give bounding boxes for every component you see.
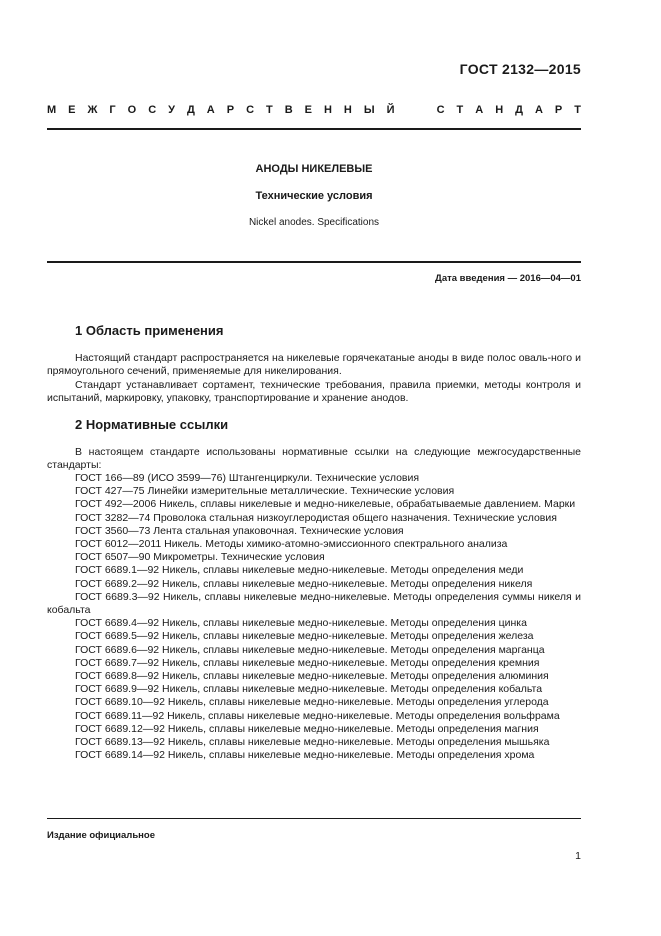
- title-rule: [47, 261, 581, 263]
- interstate-standard-label: [47, 104, 581, 116]
- reference-item: ГОСТ 6689.11—92 Никель, сплавы никелевые медно-никелевые. Методы определения вольфрама: [75, 709, 560, 722]
- reference-item: ГОСТ 6689.12—92 Никель, сплавы никелевые медно-никелевые. Методы определения магния: [75, 722, 539, 735]
- interstate-letter: Т: [456, 104, 464, 116]
- interstate-letter: Ы: [363, 104, 375, 116]
- interstate-letter: О: [127, 104, 137, 116]
- interstate-letter: Ж: [87, 104, 98, 116]
- interstate-letter: Т: [574, 104, 581, 116]
- interstate-letter: С: [148, 104, 157, 116]
- document-title: АНОДЫ НИКЕЛЕВЫЕ: [255, 163, 373, 175]
- interstate-letter: А: [206, 104, 215, 116]
- reference-item: ГОСТ 3282—74 Проволока стальная низкоуглеродистая общего назначения. Технические условия: [75, 511, 557, 524]
- interstate-letter: С: [246, 104, 255, 116]
- reference-item: ГОСТ 6689.2—92 Никель, сплавы никелевые медно-никелевые. Методы определения никеля: [75, 577, 533, 590]
- reference-item: ГОСТ 6689.3—92 Никель, сплавы никелевые медно-никелевые. Методы определения суммы никеля и кобальта: [47, 590, 581, 617]
- normative-references-list: [47, 472, 581, 762]
- gost-code: ГОСТ 2132—2015: [459, 61, 581, 77]
- reference-item: ГОСТ 6012—2011 Никель. Методы химико-атомно-эмиссионного спектрального анализа: [75, 538, 508, 551]
- page-number: 1: [575, 850, 581, 862]
- interstate-letter: В: [284, 104, 293, 116]
- reference-item: ГОСТ 166—89 (ИСО 3599—76) Штангенциркули. Технические условия: [75, 472, 420, 484]
- interstate-letter: [422, 104, 425, 116]
- reference-item: ГОСТ 6689.6—92 Никель, сплавы никелевые медно-никелевые. Методы определения марганца: [75, 643, 545, 656]
- reference-item: ГОСТ 492—2006 Никель, сплавы никелевые и медно-никелевые, обрабатываемые давлением. Марки: [75, 498, 576, 511]
- interstate-letter: [407, 104, 410, 116]
- interstate-letter: Г: [109, 104, 116, 116]
- section-2-intro: В настоящем стандарте использованы нормативные ссылки на следующие межгосударственные стандарты:: [47, 446, 581, 472]
- interstate-letter: Т: [266, 104, 273, 116]
- reference-item: ГОСТ 427—75 Линейки измерительные металлические. Технические условия: [75, 485, 455, 498]
- section-1-heading: 1 Область применения: [75, 323, 224, 338]
- header-rule: [47, 128, 581, 130]
- reference-item: ГОСТ 6689.8—92 Никель, сплавы никелевые медно-никелевые. Методы определения алюминия: [75, 670, 549, 683]
- reference-item: ГОСТ 6689.10—92 Никель, сплавы никелевые медно-никелевые. Методы определения углерода: [75, 696, 549, 709]
- interstate-letter: У: [168, 104, 175, 116]
- reference-item: ГОСТ 6507—90 Микрометры. Технические условия: [75, 551, 325, 564]
- footer-rule: [47, 818, 581, 819]
- reference-item: ГОСТ 6689.1—92 Никель, сплавы никелевые медно-никелевые. Методы определения меди: [75, 564, 524, 577]
- interstate-letter: Е: [304, 104, 312, 116]
- interstate-letter: Н: [495, 104, 504, 116]
- reference-item: ГОСТ 6689.13—92 Никель, сплавы никелевые медно-никелевые. Методы определения мышьяка: [75, 736, 550, 749]
- section-1-paragraph: Стандарт устанавливает сортамент, технические требования, правила приемки, методы контроля и испытаний, маркировку, упаковку, транспортирование и хранение анодов.: [47, 379, 581, 405]
- interstate-letter: С: [436, 104, 445, 116]
- reference-item: ГОСТ 6689.9—92 Никель, сплавы никелевые медно-никелевые. Методы определения кобальта: [75, 683, 543, 696]
- interstate-letter: Д: [515, 104, 523, 116]
- document-subtitle: Технические условия: [255, 190, 373, 202]
- interstate-letter: Н: [343, 104, 352, 116]
- official-edition-note: Издание официальное: [47, 830, 155, 841]
- interstate-letter: Н: [323, 104, 332, 116]
- interstate-letter: Р: [226, 104, 235, 116]
- reference-item: ГОСТ 6689.7—92 Никель, сплавы никелевые медно-никелевые. Методы определения кремния: [75, 656, 540, 669]
- reference-item: ГОСТ 3560—73 Лента стальная упаковочная. Технические условия: [75, 524, 404, 537]
- reference-item: ГОСТ 6689.5—92 Никель, сплавы никелевые медно-никелевые. Методы определения железа: [75, 630, 534, 643]
- introduction-date: Дата введения — 2016—04—01: [435, 273, 581, 284]
- interstate-letter: А: [534, 104, 543, 116]
- reference-item: ГОСТ 6689.4—92 Никель, сплавы никелевые медно-никелевые. Методы определения цинка: [75, 617, 527, 630]
- interstate-letter: Р: [554, 104, 563, 116]
- interstate-letter: Й: [386, 104, 395, 116]
- interstate-letter: М: [47, 104, 57, 116]
- interstate-letter: А: [475, 104, 484, 116]
- interstate-letter: Е: [68, 104, 76, 116]
- interstate-letter: Д: [186, 104, 195, 116]
- document-title-english: Nickel anodes. Specifications: [248, 217, 380, 228]
- section-1-paragraph: Настоящий стандарт распространяется на никелевые горячекатаные аноды в виде полос оваль-ного и прямоугольного сечений, применяемые для никелирования.: [47, 352, 581, 378]
- section-2-heading: 2 Нормативные ссылки: [75, 417, 229, 432]
- reference-item: ГОСТ 6689.14—92 Никель, сплавы никелевые медно-никелевые. Методы определения хрома: [75, 749, 535, 762]
